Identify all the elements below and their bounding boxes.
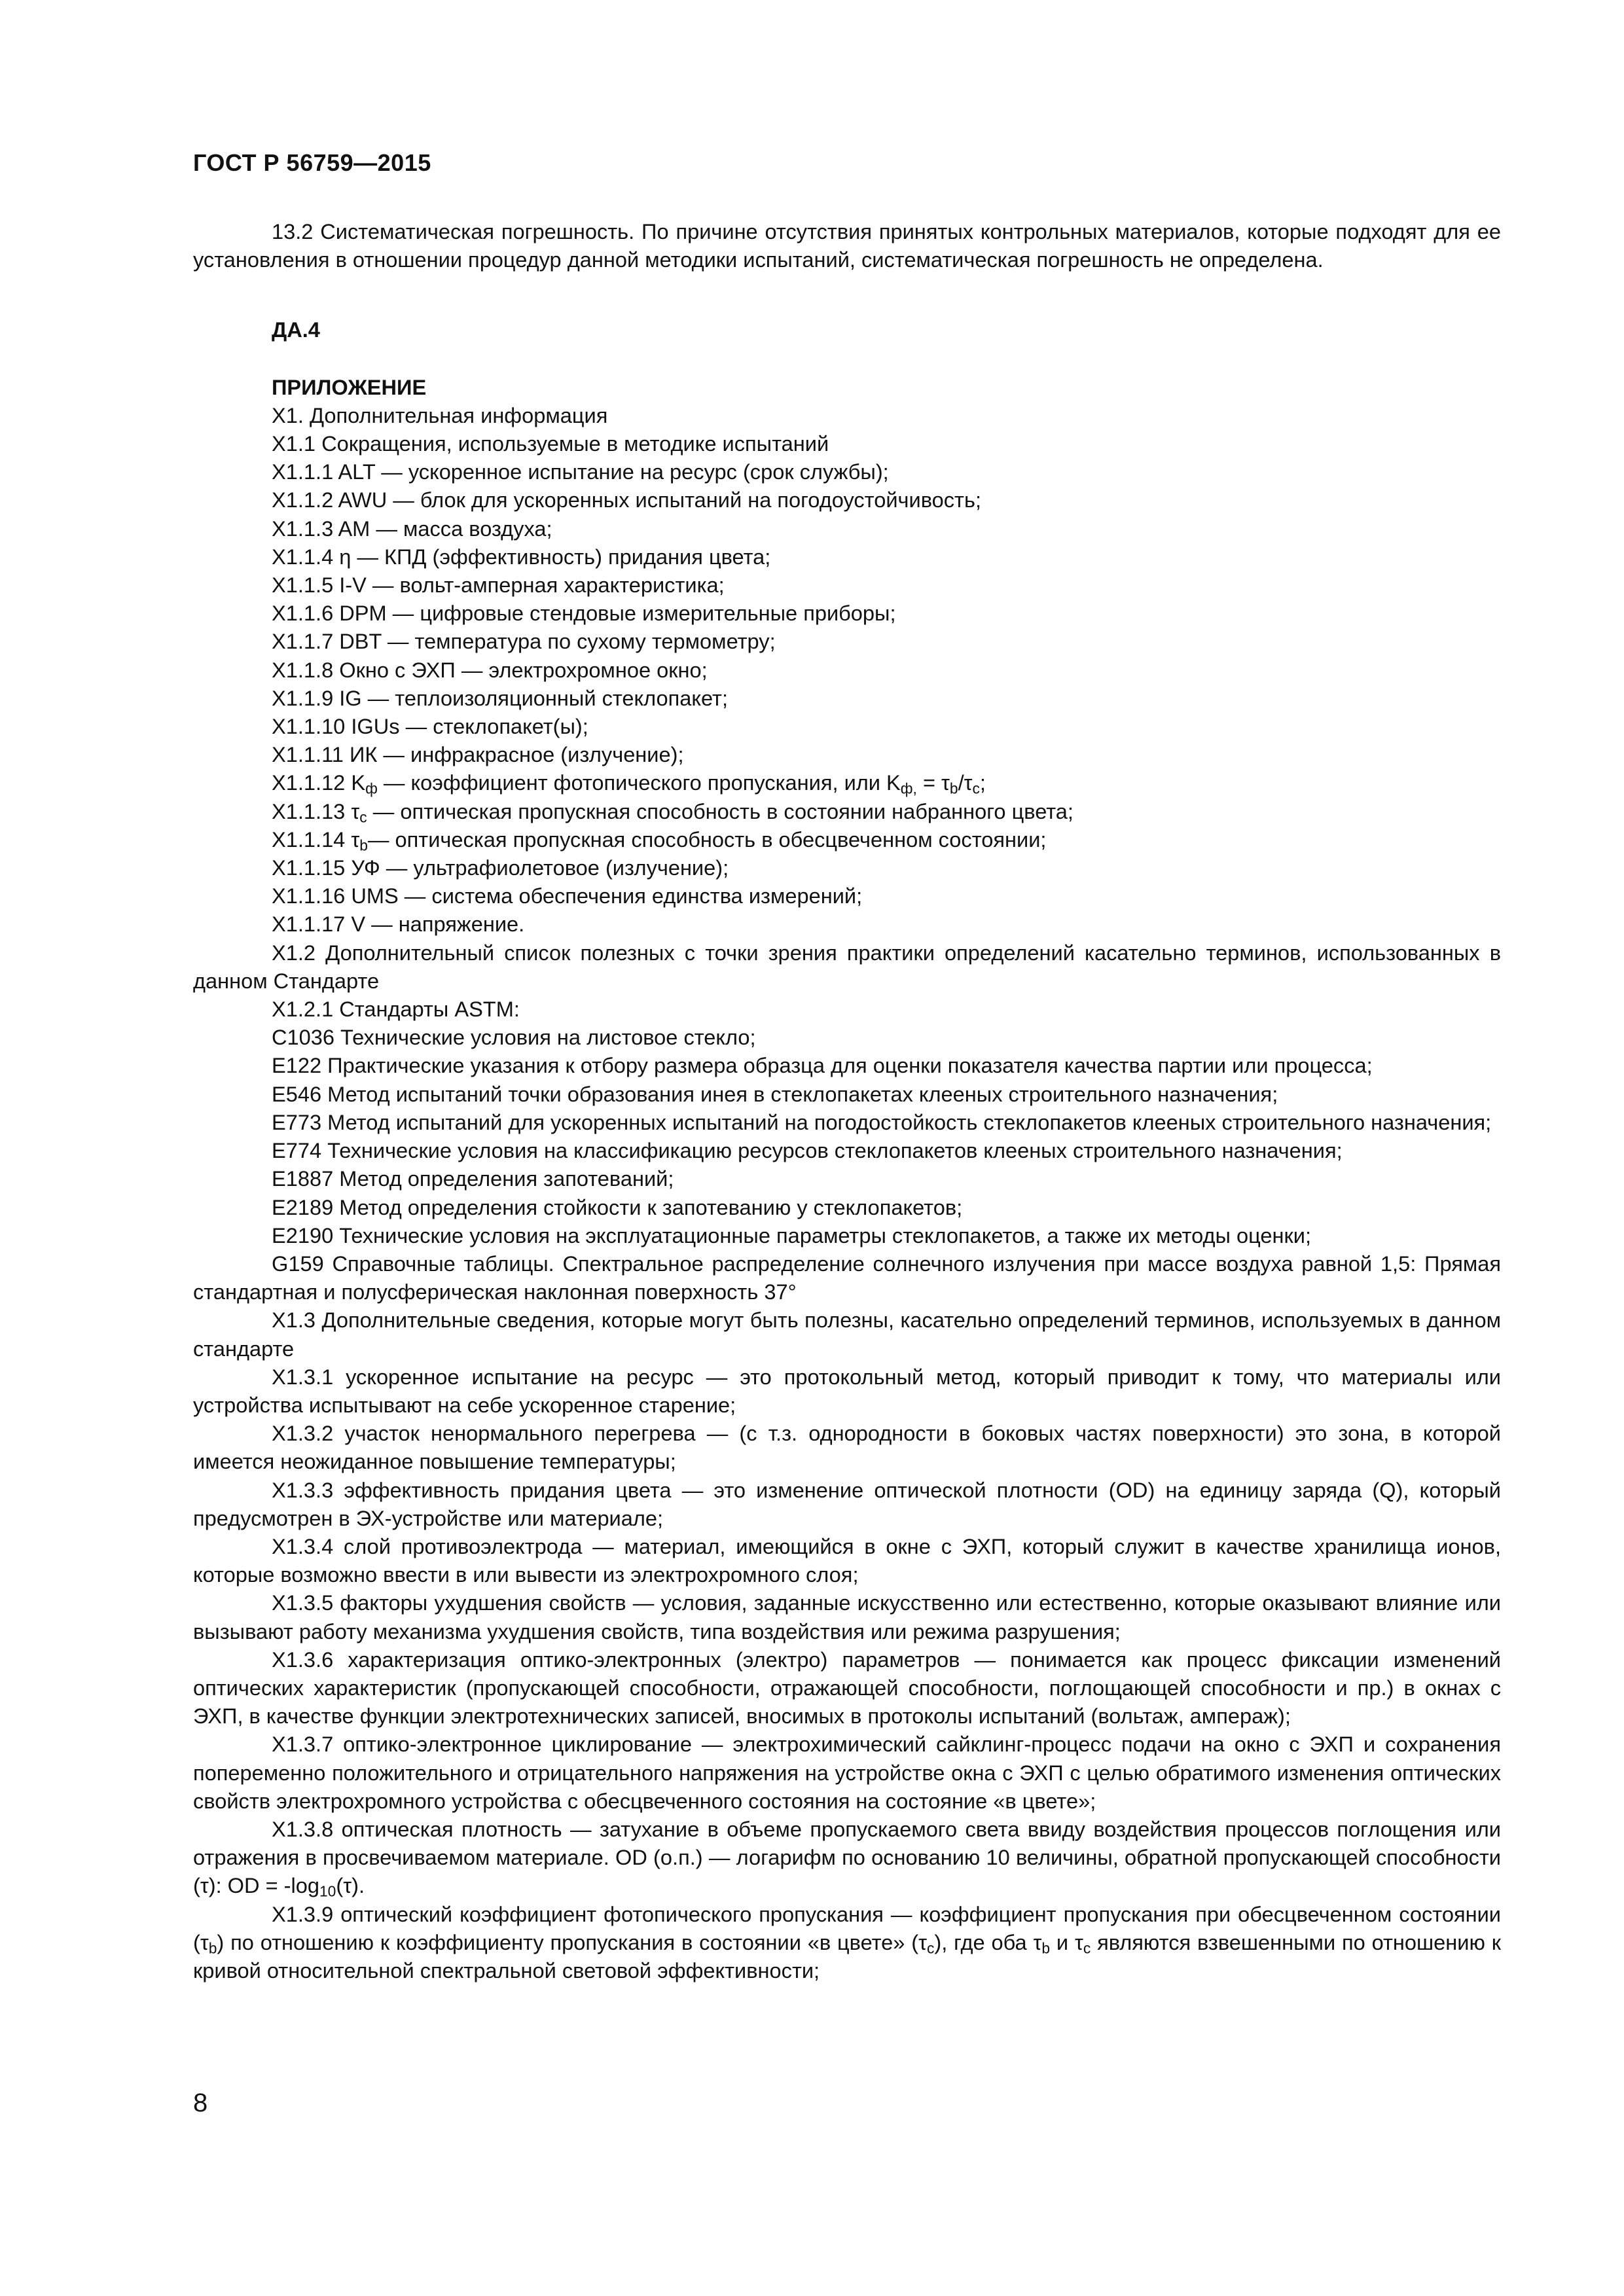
abbreviation-item: X1.1.3 AM — масса воздуха; [272,516,552,541]
x1-title: X1. Дополнительная информация [272,403,608,427]
definition-item: X1.3.4 слой противоэлектрода — материал, имеющийся в окне с ЭХП, который служит в качестве хранилища ионов, которые возможно ввести в или вывести из электрохромного слоя; [193,1534,1501,1587]
x1-2-1-title: X1.2.1 Стандарты ASTM: [272,997,520,1022]
definition-item: X1.3.2 участок ненормального перегрева — (с т.з. однородности в боковых частях поверхности) это зона, в которой имеется неожиданное повышение температуры; [193,1421,1501,1474]
x1-2-paragraph: X1.2 Дополнительный список полезных с точки зрения практики определений касательно терминов, использованных в данном Стандарте [193,940,1501,993]
section-number: ДА.4 [272,317,320,342]
document-header: ГОСТ Р 56759—2015 [193,149,431,176]
abbreviation-item: X1.1.9 IG — теплоизоляционный стеклопакет; [272,685,729,710]
abbreviation-item-tb: X1.1.14 $\tau_b—$ оптическая пропускная способность в обесцвеченном состоянии; [272,827,1047,854]
definition-item: X1.3.6 характеризация оптико-электронных (электро) параметров — понимается как процесс фиксации изменений оптических характеристик (пропускающей способности, отражающей способности, поглощающей способности и пр.) в окнах с ЭХП, в качестве функции электротехнических записей, вносимых в протоколы испытаний (вольтаж, ампераж); [193,1647,1501,1729]
abbreviation-item: X1.1.4 η — КПД (эффективность) придания цвета; [272,544,771,569]
definition-item-photopic: X1.3.9 оптический коэффициент фотопического пропускания — коэффициент пропускания при обесцвеченном состоянии $(\tau_b)$ по отношению к коэффициенту пропускания в состоянии «в цвете» $(\tau_c)$, где оба $\tau_b$ и $\tau_c$ являются взвешенными по отношению к кривой относительной спектральной световой эффективности; [193,1901,1501,1982]
definition-item: X1.3.5 факторы ухудшения свойств — условия, заданные искусственно или естественно, которые оказывают влияние или вызывают работу механизма ухудшения свойств, типа воздействия или режима разрушения; [193,1590,1501,1643]
astm-g159: G159 Справочные таблицы. Спектральное распределение солнечного излучения при массе воздуха равной 1,5: Прямая стандартная и полусферическая наклонная поверхность 37° [193,1251,1501,1304]
astm-e546: E546 Метод испытаний точки образования инея в стеклопакетах клееных строительного назначения; [272,1081,1278,1106]
abbreviation-item-kf: X1.1.12 $K_ф$ — коэффициент фотопического пропускания, или $K_{ф,} = \tau_b/\tau_c$; [272,770,986,798]
x1-3-paragraph: X1.3 Дополнительные сведения, которые могут быть полезны, касательно определений терминов, используемых в данном стандарте [193,1308,1501,1361]
definition-item: X1.3.3 эффективность придания цвета — это изменение оптической плотности (OD) на единицу заряда (Q), который предусмотрен в ЭХ-устройстве или материале; [193,1477,1501,1530]
definition-item: X1.3.1 ускоренное испытание на ресурс — это протокольный метод, который приводит к тому, что материалы или устройства испытывают на себе ускоренное старение; [193,1364,1501,1417]
astm-item: E1887 Метод определения запотеваний; [272,1166,674,1191]
document-body [193,217,1501,1984]
abbreviation-item: X1.1.17 V — напряжение. [272,912,525,937]
abbreviation-item: X1.1.5 I-V — вольт-амперная характеристика; [272,573,725,598]
astm-item: E2189 Метод определения стойкости к запотеванию у стеклопакетов; [272,1194,963,1219]
definition-item-od: X1.3.8 оптическая плотность — затухание в объеме пропускаемого света ввиду воздействия процессов поглощения или отражения в просвечиваемом материале. OD (о.п.) — логарифм по основанию 10 величины, обратной пропускающей способности (τ): OD = $-\log_{10}(\tau)$. [193,1816,1501,1901]
abbreviation-item: X1.1.16 UMS — система обеспечения единства измерений; [272,884,863,908]
paragraph-13-2: 13.2 Систематическая погрешность. По причине отсутствия принятых контрольных материалов, которые подходят для ее установления в отношении процедур данной методики испытаний, систематическая погрешность не определена. [193,219,1501,272]
abbreviation-item: X1.1.8 Окно с ЭХП — электрохромное окно; [272,657,708,682]
astm-e773: E773 Метод испытаний для ускоренных испытаний на погодостойкость стеклопакетов клееных строительного назначения; [272,1109,1492,1134]
abbreviation-item: X1.1.10 IGUs — стеклопакет(ы); [272,714,588,739]
x1-1-title: X1.1 Сокращения, используемые в методике испытаний [272,431,829,456]
appendix-title: ПРИЛОЖЕНИЕ [272,374,427,399]
astm-item: E774 Технические условия на классификацию ресурсов стеклопакетов клееных строительного назначения; [272,1138,1343,1163]
abbreviation-item: X1.1.2 AWU — блок для ускоренных испытаний на погодоустойчивость; [272,488,981,512]
astm-e122: E122 Практические указания к отбору размера образца для оценки показателя качества партии или процесса; [272,1053,1373,1078]
definition-item: X1.3.7 оптико-электронное циклирование — электрохимический сайклинг-процесс подачи на окно с ЭХП и сохранения попеременно положительного и отрицательного напряжения на устройстве окна с ЭХП с целью обратимого изменения оптических свойств электрохромного устройства с обесцвеченного состояния на состояние «в цвете»; [193,1732,1501,1813]
abbreviation-item: X1.1.6 DPM — цифровые стендовые измерительные приборы; [272,601,896,626]
abbreviation-item-tc: X1.1.13 $\tau_c$ — оптическая пропускная способность в состоянии набранного цвета; [272,798,1074,826]
astm-c1036: C1036 Технические условия на листовое стекло; [272,1025,756,1050]
abbreviation-item: X1.1.7 DBT — температура по сухому термометру; [272,629,776,654]
abbreviation-item: X1.1.1 ALT — ускоренное испытание на ресурс (срок службы); [272,459,889,484]
page-number: 8 [193,2089,208,2117]
abbreviation-item: X1.1.11 ИК — инфракрасное (излучение); [272,742,684,767]
astm-item: E2190 Технические условия на эксплуатационные параметры стеклопакетов, а также их методы оценки; [272,1223,1311,1247]
abbreviation-item: X1.1.15 УФ — ультрафиолетовое (излучение); [272,855,729,880]
